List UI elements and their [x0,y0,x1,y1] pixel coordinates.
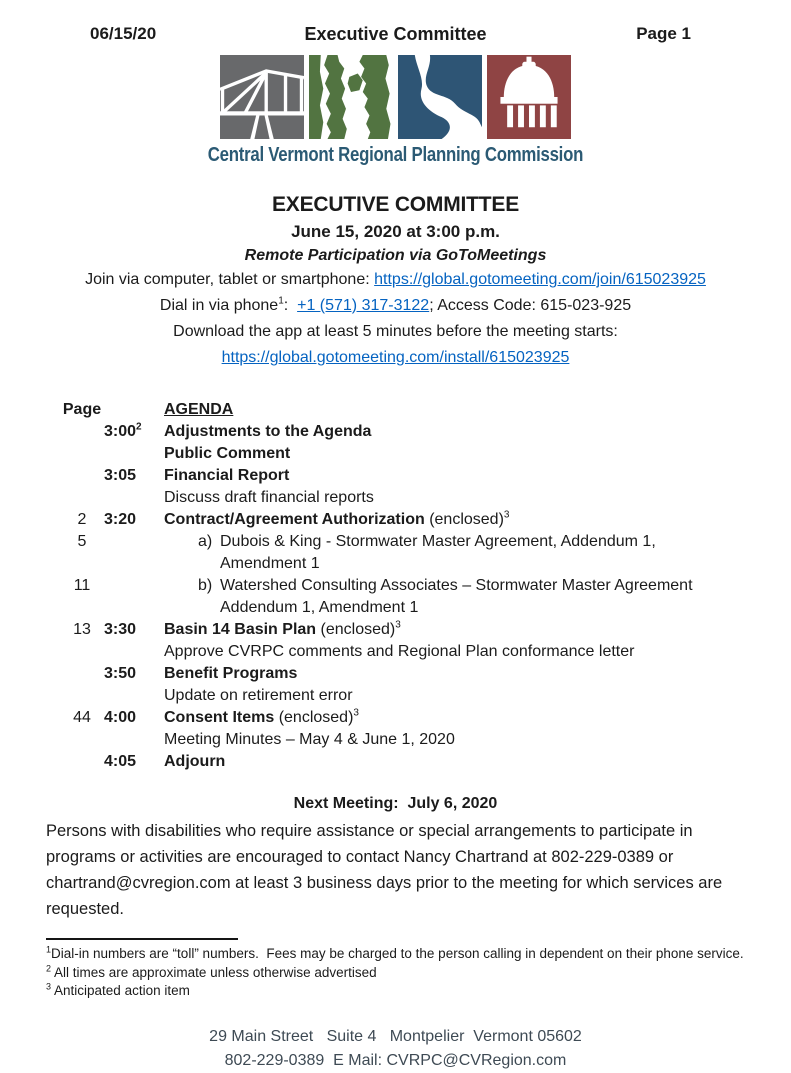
footer-address: 29 Main Street Suite 4 Montpelier Vermont 05602 [209,1027,582,1045]
agenda-row: Meeting Minutes – May 4 & June 1, 2020 [164,731,455,748]
access-code-text: ; Access Code: 615-023-925 [429,297,632,314]
agenda-row: 13 3:30 Basin 14 Basin Plan (enclosed)$^3$ [73,619,401,638]
agenda-row: 11 b) Watershed Consulting Associates – Stormwater Master Agreement [73,577,693,594]
footnote-3: $^3$ Anticipated action item [46,981,190,998]
bridge-icon [220,55,304,139]
logo-panels [46,55,745,139]
header-page-number: Page 1 [636,24,691,43]
header-title: Executive Committee [304,24,487,44]
install-app-link[interactable]: https://global.gotomeeting.com/install/615023925 [221,349,570,366]
meeting-datetime: June 15, 2020 at 3:00 p.m. [291,222,500,241]
agenda-row: Public Comment [164,445,291,462]
agenda-row: $3:00^2$ Adjustments to the Agenda [104,421,372,440]
vermont-map-icon [309,55,393,139]
dial-phone-link[interactable]: +1 (571) 317-3122 [297,297,430,314]
footnote-1: $^1$Dial-in numbers are “toll” numbers. Fees may be charged to the person calling in dependent on their phone service. [46,944,744,961]
agenda-row: 3:50 Benefit Programs [104,665,298,682]
footnote-divider [46,938,238,940]
join-line-prefix: Join via computer, tablet or smartphone: [85,271,370,288]
next-meeting-line: Next Meeting: July 6, 2020 [293,795,498,812]
remote-participation-note: Remote Participation via GoToMeetings [244,247,547,264]
agenda-row: Update on retirement error [164,687,353,704]
agenda-row: 2 3:20 Contract/Agreement Authorization (enclosed)$^3$ [77,509,510,528]
dial-line [46,295,745,317]
accessibility-note: Persons with disabilities who require assistance or special arrangements to participate in programs or activities are encouraged to contact Nancy Chartrand at 802-229-0389 or chartrand@cvregion.com at least 3 business days prior to the meeting for which services are requested. [46,822,723,918]
agenda-heading: AGENDA [164,401,234,418]
agenda-row: 3:05 Financial Report [104,467,290,484]
running-header [46,24,745,45]
cvrpc-logo [46,55,745,167]
document-footer [46,1025,745,1073]
dial-line-prefix: Dial in via phone [159,297,279,314]
agenda-row: Discuss draft financial reports [164,489,374,506]
install-line [46,347,745,369]
agenda-row: 4:05 Adjourn [104,753,226,770]
agenda-row: 5 a) Dubois & King - Stormwater Master Agreement, Addendum 1, Amendment 1 [77,533,656,572]
meeting-title: EXECUTIVE COMMITTEE [271,193,520,216]
logo-caption: Central Vermont Regional Planning Commission [207,144,584,166]
join-line [46,269,745,291]
capitol-dome-icon [487,55,571,139]
dial-footnote-marker: 1 [278,295,284,307]
footer-contact: 802-229-0389 E Mail: CVRPC@CVRegion.com [224,1051,567,1069]
download-line: Download the app at least 5 minutes before the meeting starts: [173,323,618,340]
agenda-row: Approve CVRPC comments and Regional Plan conformance letter [164,643,635,660]
agenda-page-column-header: Page [62,401,102,418]
agenda [46,399,745,773]
agenda-row: 44 4:00 Consent Items (enclosed)$^3$ [73,707,359,726]
header-date: 06/15/20 [90,24,157,43]
agenda-header-row [46,399,745,421]
footnote-2: $^2$ All times are approximate unless otherwise advertised [46,963,377,980]
agenda-row: Addendum 1, Amendment 1 [220,599,419,616]
river-icon [398,55,482,139]
dial-line-separator: : [283,297,298,314]
join-meeting-link[interactable]: https://global.gotomeeting.com/join/615023925 [374,271,706,288]
